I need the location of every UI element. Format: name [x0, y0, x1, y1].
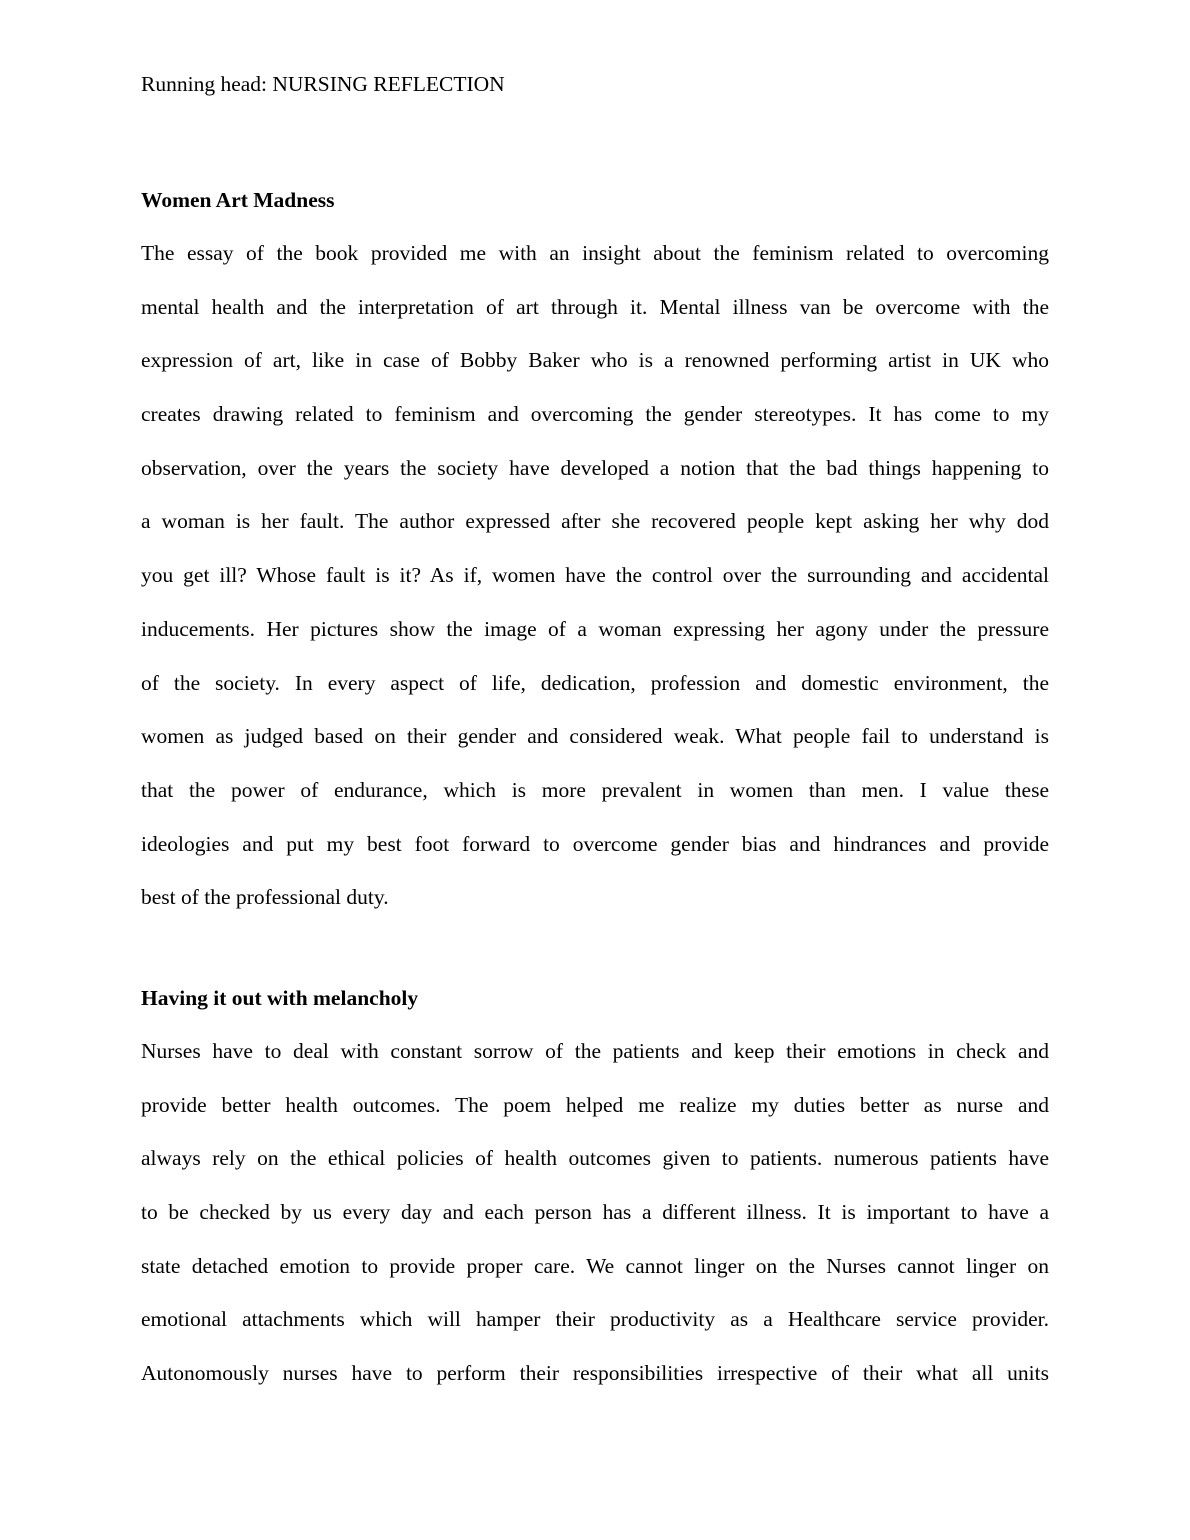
paragraph-line: The essay of the book provided me with an insight about the feminism related to overcoming [141, 241, 1049, 265]
section-heading: Having it out with melancholy [141, 986, 419, 1010]
paragraph-line: always rely on the ethical policies of health outcomes given to patients. numerous patients have [141, 1146, 1049, 1171]
paragraph-line: creates drawing related to feminism and overcoming the gender stereotypes. It has come to my [141, 402, 1049, 427]
paragraph-line: emotional attachments which will hamper their productivity as a Healthcare service provider. [141, 1307, 1049, 1332]
section-paragraph [141, 1025, 1049, 1401]
running-head: Running head: NURSING REFLECTION [141, 72, 505, 96]
section-having-it-out-with-melancholy [141, 984, 1049, 1401]
paragraph-line: mental health and the interpretation of art through it. Mental illness van be overcome with the [141, 294, 1049, 319]
section-women-art-madness [141, 186, 1049, 925]
paragraph-line: you get ill? Whose fault is it? As if, women have the control over the surrounding and accidental [141, 563, 1049, 588]
paragraph-line: ideologies and put my best foot forward to overcome gender bias and hindrances and provide [141, 831, 1049, 856]
paragraph-line: best of the professional duty. [141, 885, 389, 910]
paragraph-line: a woman is her fault. The author expressed after she recovered people kept asking her why dod [141, 509, 1049, 534]
paragraph-line: women as judged based on their gender and considered weak. What people fail to understand is [141, 724, 1049, 749]
paragraph-line: expression of art, like in case of Bobby Baker who is a renowned performing artist in UK who [141, 348, 1049, 373]
section-heading: Women Art Madness [141, 188, 335, 212]
paragraph-line: observation, over the years the society have developed a notion that the bad things happening to [141, 455, 1049, 480]
paragraph-line: state detached emotion to provide proper care. We cannot linger on the Nurses cannot linger on [141, 1253, 1049, 1278]
paragraph-line: inducements. Her pictures show the image of a woman expressing her agony under the pressure [141, 616, 1049, 641]
paragraph-line: provide better health outcomes. The poem helped me realize my duties better as nurse and [141, 1092, 1049, 1117]
section-paragraph [141, 227, 1049, 925]
paragraph-line: Nurses have to deal with constant sorrow of the patients and keep their emotions in check and [141, 1039, 1049, 1063]
paragraph-line: Autonomously nurses have to perform their responsibilities irrespective of their what all units [141, 1361, 1049, 1386]
paragraph-line: that the power of endurance, which is more prevalent in women than men. I value these [141, 777, 1049, 802]
paragraph-line: to be checked by us every day and each person has a different illness. It is important to have a [141, 1200, 1049, 1225]
paragraph-line: of the society. In every aspect of life, dedication, profession and domestic environment, the [141, 670, 1049, 695]
